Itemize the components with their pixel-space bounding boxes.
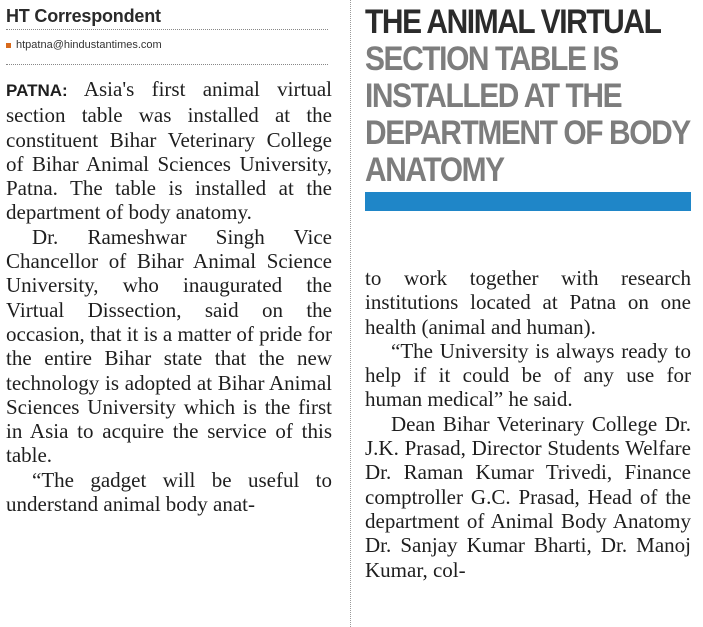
article-paragraph: PATNA: Asia's first animal virtual section table was installed at the constituent Bihar Veterinary College of Bihar Animal Sciences University, Patna. The table is installed at the department of body anatomy.: [6, 77, 332, 225]
headline-dark: THE ANIMAL VIRTUAL: [365, 3, 661, 41]
right-column: [365, 0, 691, 627]
byline-email-row: [6, 38, 332, 52]
byline-divider: [6, 29, 328, 30]
byline-email: htpatna@hindustantimes.com: [16, 39, 162, 51]
headline-accent-bar: [365, 192, 691, 211]
headline: [365, 4, 691, 189]
article-body-left: [6, 77, 332, 516]
email-divider: [6, 64, 328, 65]
article-body-right: [365, 266, 691, 582]
article-paragraph: Dean Bihar Veterinary College Dr. J.K. Prasad, Director Students Welfare Dr. Raman Kumar Trivedi, Finance comptroller G.C. Prasad, Head of the department of Animal Body Anatomy Dr. Sanjay Kumar Bharti, Dr. Manoj Kumar, col-: [365, 411, 691, 582]
article-paragraph: Dr. Rameshwar Singh Vice Chancellor of Bihar Animal Science University, who inaugurated the Virtual Dissection, said on the occasion, that it is a matter of pride for the entire Bihar state that the new technology is adopted at Bihar Animal Sciences University which is the first in Asia to acquire the service of this table.: [6, 224, 332, 468]
byline-name: HT Correspondent: [6, 6, 161, 26]
article-paragraph: “The gadget will be useful to understand animal body anat-: [6, 467, 332, 517]
bullet-icon: [6, 43, 11, 48]
article-paragraph: “The University is always ready to help if it could be of any use for human medical” he said.: [365, 338, 691, 412]
column-divider: [350, 0, 351, 627]
left-column: [6, 0, 332, 627]
dateline: PATNA:: [6, 81, 68, 100]
article-paragraph: to work together with research institutions located at Patna on one health (animal and human).: [365, 266, 691, 339]
headline-grey: SECTION TABLE IS INSTALLED AT THE DEPARTMENT OF BODY ANATOMY: [365, 40, 690, 189]
